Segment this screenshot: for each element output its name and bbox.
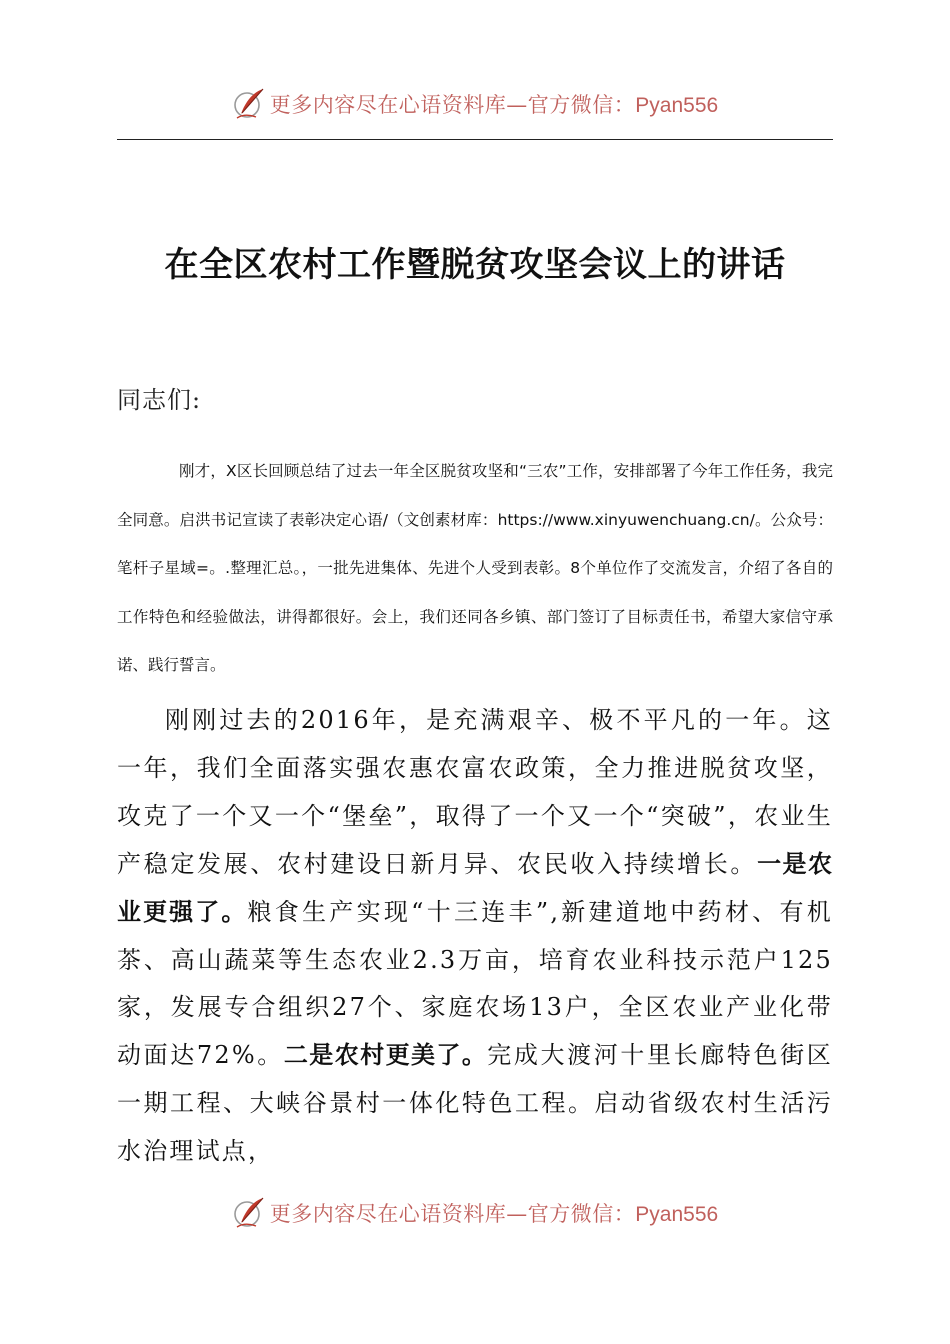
footer-banner xyxy=(0,1193,950,1233)
salutation: 同志们: xyxy=(117,386,202,414)
highlight-agriculture: 一是农业更强了。 xyxy=(117,849,833,926)
body-text-part3: 完成大渡河十里长廊特色街区一期工程、大峡谷景村一体化特色工程。启动省级农村生活污水治理试点， xyxy=(117,1041,833,1166)
header-banner xyxy=(0,84,950,124)
banner-slogan: 更多内容尽在心语资料库—官方微信： xyxy=(269,1202,636,1226)
header-divider xyxy=(117,139,833,140)
banner-wechat-handle: Pyan556 xyxy=(635,94,719,117)
intro-paragraph: 刚才，X区长回顾总结了过去一年全区脱贫攻坚和“三农”工作，安排部署了今年工作任务，我完全同意。启洪书记宣读了表彰决定心语/（文创素材库：https://www.xinyuwenchuang.cn/。公众号：笔杆子星域=。.整理汇总。，一批先进集体、先进个人受到表彰。8个单位作了交流发言，介绍了各自的工作特色和经验做法，讲得都很好。会上，我们还同各乡镇、部门签订了目标责任书，希望大家信守承诺、践行誓言。 xyxy=(117,462,833,675)
banner-slogan: 更多内容尽在心语资料库—官方微信： xyxy=(269,93,636,117)
banner-text xyxy=(270,89,718,119)
banner-wechat-handle: Pyan556 xyxy=(635,1203,719,1226)
banner-text xyxy=(270,1198,718,1228)
highlight-rural: 二是农村更美了。 xyxy=(283,1041,488,1070)
body-paragraph xyxy=(117,697,833,1176)
body-text-part1: 刚刚过去的2016年，是充满艰辛、极不平凡的一年。这一年，我们全面落实强农惠农富农政策，全力推进脱贫攻坚，攻克了一个又一个“堡垒”，取得了一个又一个“突破”，农业生产稳定发展、农村建设日新月异、农民收入持续增长。 xyxy=(117,706,833,878)
quill-logo-icon xyxy=(232,87,266,121)
document-title: 在全区农村工作暨脱贫攻坚会议上的讲话 xyxy=(164,245,786,285)
body-text-part2: 粮食生产实现“十三连丰”,新建道地中药材、有机茶、高山蔬菜等生态农业2.3万亩，培育农业科技示范户125家，发展专合组织27个、家庭农场13户，全区农业产业化带动面达72%。 xyxy=(117,897,833,1070)
quill-logo-icon xyxy=(232,1196,266,1230)
